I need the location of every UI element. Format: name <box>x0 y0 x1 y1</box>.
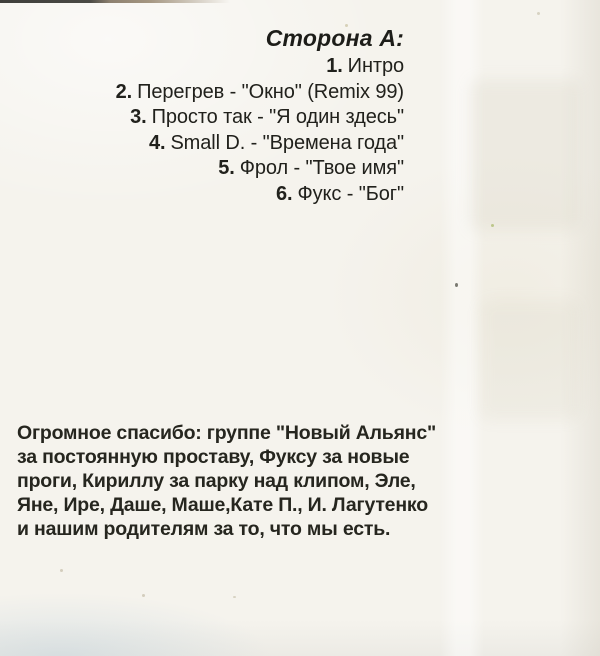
thanks-line: Огромное спасибо: группе "Новый Альянс" <box>17 422 437 444</box>
track-title: Фукс - "Бог" <box>297 182 404 205</box>
paper-speck <box>491 224 494 227</box>
track-row <box>116 80 404 106</box>
thanks-line: Яне, Ире, Даше, Маше,Кате П., И. Лагутенко <box>17 494 428 516</box>
track-title: Small D. - "Времена года" <box>170 131 404 154</box>
track-row <box>116 182 404 208</box>
print-showthrough-ghost <box>470 80 580 230</box>
thanks-line: за постоянную проставу, Фуксу за новые <box>17 446 410 468</box>
track-row <box>116 105 404 131</box>
side-a-header: Сторона А: <box>265 25 404 51</box>
track-row <box>116 131 404 157</box>
track-row <box>116 156 404 182</box>
track-title: Перегрев - "Окно" (Remix 99) <box>137 80 404 103</box>
track-title: Просто так - "Я один здесь" <box>151 106 404 128</box>
side-a-tracklist <box>116 25 404 207</box>
paper-speck <box>233 596 236 598</box>
track-number: 4. <box>148 131 166 154</box>
paper-speck <box>60 569 63 572</box>
paper-speck <box>455 283 458 287</box>
track-number: 2. <box>115 80 133 103</box>
print-showthrough-ghost <box>480 300 580 420</box>
track-number: 6. <box>276 182 293 205</box>
thanks-line: проги, Кириллу за парку над клипом, Эле, <box>17 470 416 492</box>
paper-speck <box>142 594 145 597</box>
track-number: 5. <box>218 157 235 179</box>
scanner-edge-artifact <box>0 0 250 3</box>
track-row <box>116 54 404 80</box>
thanks-line: и нашим родителям за то, что мы есть. <box>17 518 391 540</box>
track-number: 3. <box>130 106 147 128</box>
thanks-note <box>17 421 436 541</box>
track-number: 1. <box>326 55 343 77</box>
paper-speck <box>537 12 540 15</box>
track-title: Интро <box>347 55 404 77</box>
track-title: Фрол - "Твое имя" <box>239 157 404 179</box>
